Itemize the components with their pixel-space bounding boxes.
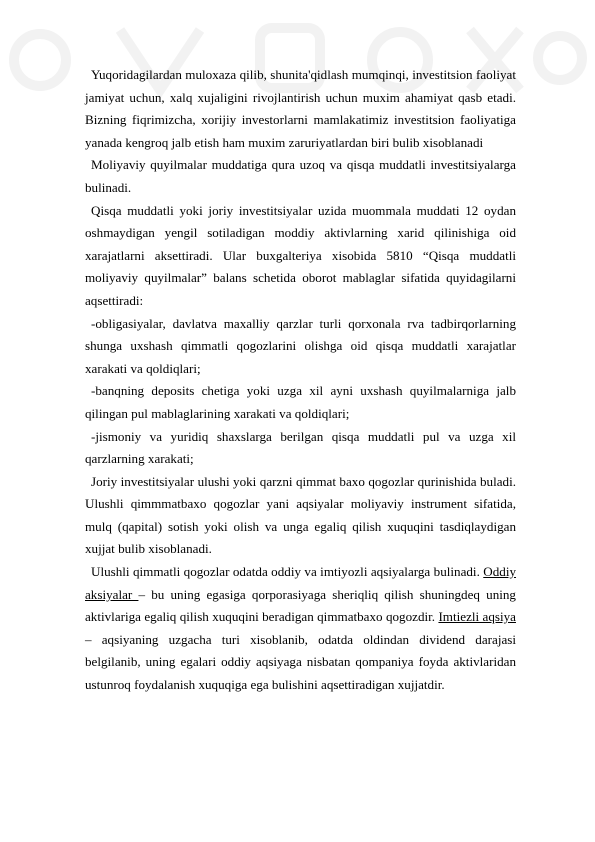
term-oddiy-aksiyalar: Oddiy aksiyalar (85, 564, 516, 602)
definition-oddiy-aksiyalar: – bu uning egasiga qorporasiyaga sheriqliq qilish shuningdeq uning aktivlariga egaliq qilish xuquqini beradigan qimmatbaxo qogozdir. (85, 586, 516, 625)
definition-imtiezli-aqsiya: – aqsiyaning uzgacha turi xisoblanib, odatda oldindan dividend darajasi belgilanib, uning egalari oddiy aqsiyaga nisbatan qompaniya foyda aktivlaridan ustunroq foydalanish xuquqiga ega bulishini aqsettiradigan xujjatdir. (85, 631, 516, 693)
paragraph-3: Qisqa muddatli yoki joriy investitsiyalar uzida muommala muddati 12 oydan oshmaydigan yengil sotiladigan moddiy aktivlarning xarid qilinishiga oid xarajatlarni aksettiradi. Ular buxgalteriya xisobida 5810 “Qisqa muddatli moliyaviy quyilmalar” balans schetida oborot mablaglar sifatida quyidagilarni aqsettiradi: (85, 202, 516, 308)
paragraph-6: -jismoniy va yuridiq shaxslarga berilgan qisqa muddatli pul va uzga xil qarzlarning xarakati; (85, 428, 516, 467)
paragraph-2: Moliyaviy quyilmalar muddatiga qura uzoq va qisqa muddatli investitsiyalarga bulinadi. (85, 157, 516, 195)
paragraph-4: -obligasiyalar, davlatva maxalliy qarzlar turli qorxonala rva tadbirqorlarning shunga uxshash qimmatli qogozlarini olishga oid qisqa muddatli xarajatlar xarakati va qoldiqlari; (85, 315, 516, 376)
paragraph-5: -banqning deposits chetiga yoki uzga xil ayni uxshash quyilmalarniga jalb qilingan pul mablaglarining xarakati va qoldiqlari; (85, 383, 516, 421)
paragraph-8-intro: Ulushli qimmatli qogozlar odatda oddiy va imtiyozli aqsiyalarga bulinadi. (91, 564, 480, 580)
paragraph-1: Yuqoridagilardan muloxaza qilib, shunita'qidlash mumqinqi, investitsion faoliyat jamiyat uchun, xalq xujaligini rivojlantirish uchun muxim ahamiyat qasb etadi. Bizning fiqrimizcha, xorijiy investorlarni mamlakatimiz investitsion faoliyatiga yanada kengroq jalb etish ham muxim zaruriyatlardan biri bulib xisoblanadi (85, 67, 516, 150)
paragraph-8 (85, 561, 516, 697)
term-imtiezli-aqsiya: Imtiezli aqsiya (438, 609, 516, 625)
paragraph-7: Joriy investitsiyalar ulushi yoki qarzni qimmat baxo qogozlar qurinishida buladi. Ulushli qimmmatbaxo qogozlar yani aqsiyalar moliyaviy instrument sifatida, mulq (qapital) sotish yoki olish va unga egaliq qilish xuquqini tasdiqlaydigan xujjat bulib xisoblanadi. (85, 473, 516, 557)
document-body (85, 64, 516, 697)
